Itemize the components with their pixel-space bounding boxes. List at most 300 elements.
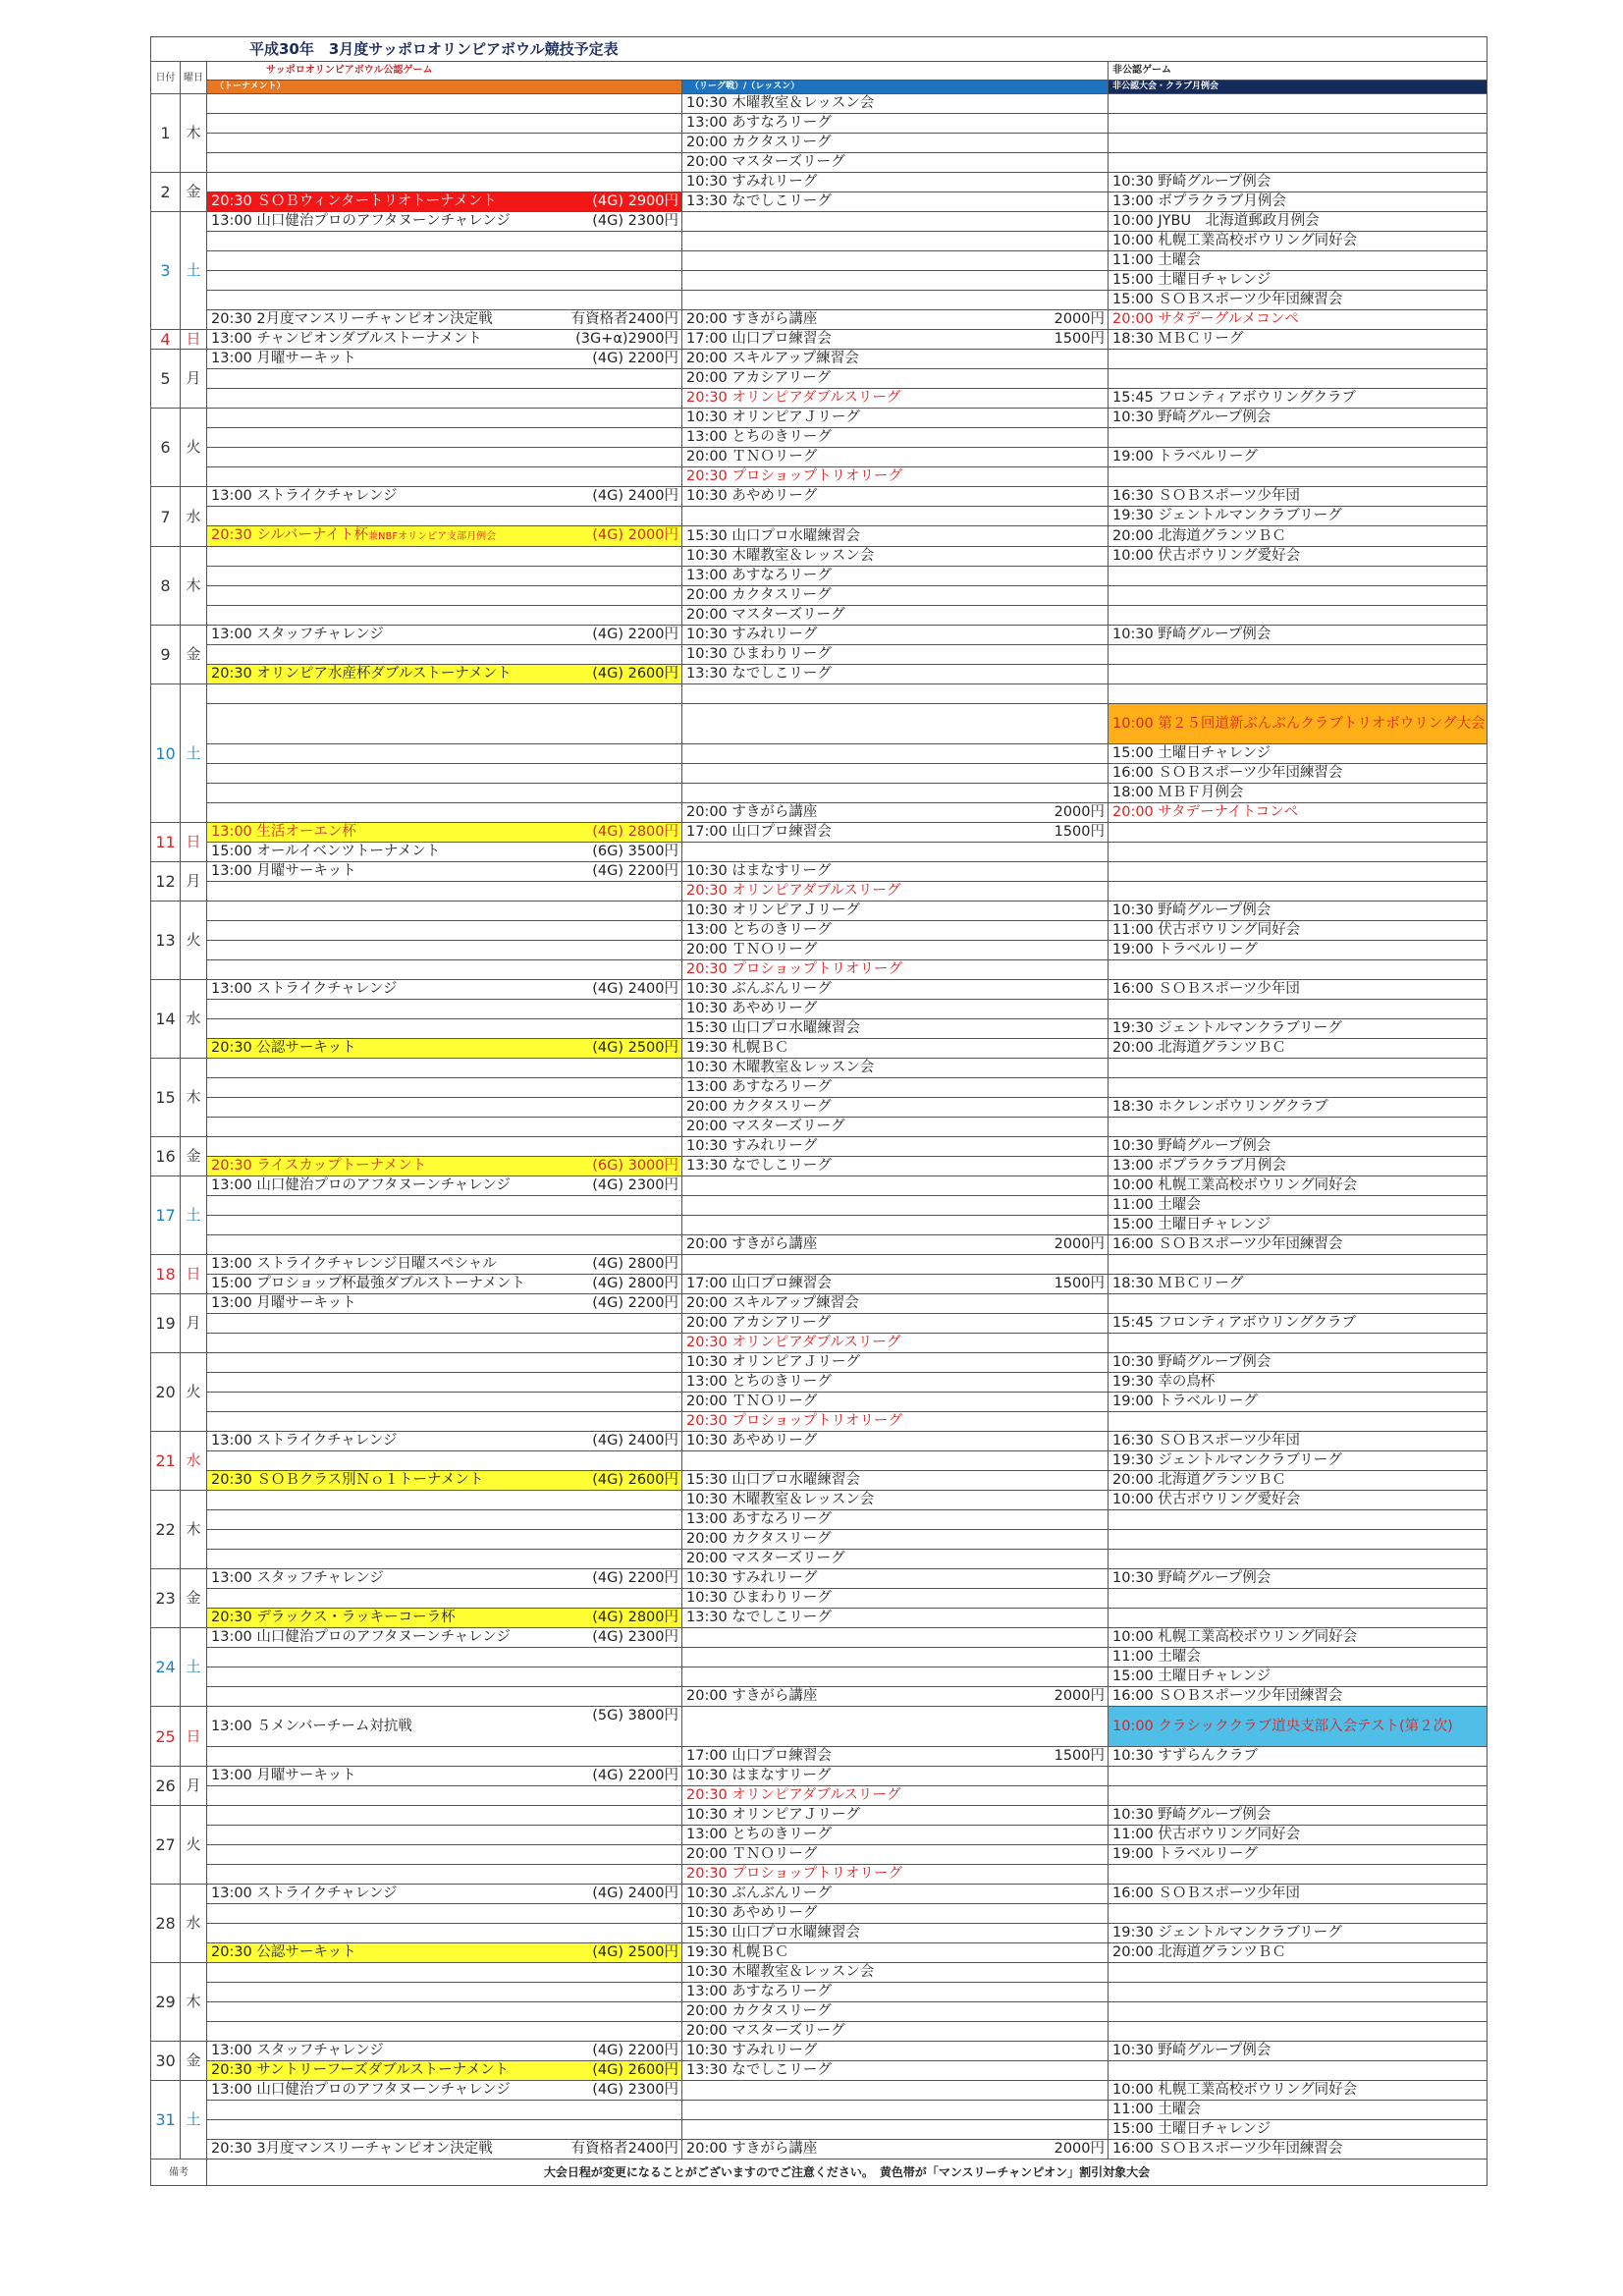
event-name: 19:30 ジェントルマンクラブリーグ bbox=[1112, 508, 1342, 523]
schedule-row bbox=[151, 2120, 1488, 2140]
league-cell bbox=[682, 1098, 1109, 1118]
schedule-row bbox=[151, 1510, 1488, 1530]
schedule-row bbox=[151, 784, 1488, 803]
schedule-row bbox=[151, 1865, 1488, 1885]
tournament-cell bbox=[207, 843, 682, 862]
event-name: 20:00 北海道グランツＢＣ bbox=[1112, 527, 1286, 544]
tournament-cell bbox=[207, 1353, 682, 1373]
event-fee: (4G) 2000円 bbox=[592, 527, 678, 543]
schedule-row bbox=[151, 803, 1488, 823]
club-cell bbox=[1109, 1294, 1488, 1314]
date-cell: 3 bbox=[151, 212, 181, 330]
league-cell bbox=[682, 1904, 1109, 1924]
schedule-row bbox=[151, 1275, 1488, 1294]
event-name: 20:00 カクタスリーグ bbox=[686, 587, 832, 603]
league-cell bbox=[682, 212, 1109, 232]
schedule-row bbox=[151, 212, 1488, 232]
event-name: 20:00 ＴＮＯリーグ bbox=[686, 1394, 818, 1409]
event-name: 10:00 伏古ボウリング愛好会 bbox=[1112, 548, 1301, 564]
event-fee: (4G) 2500円 bbox=[592, 1944, 678, 1960]
weekday-cell: 月 bbox=[181, 1294, 207, 1353]
event-name: 13:00 ストライクチャレンジ bbox=[211, 981, 398, 997]
weekday-cell: 月 bbox=[181, 862, 207, 902]
date-cell: 21 bbox=[151, 1432, 181, 1491]
date-cell: 31 bbox=[151, 2081, 181, 2159]
tournament-cell bbox=[207, 1806, 682, 1826]
event-name: 16:00 ＳＯＢスポーツ少年団練習会 bbox=[1112, 2141, 1343, 2157]
league-cell bbox=[682, 1589, 1109, 1609]
event-name: 20:30 プロショップトリオリーグ bbox=[686, 1413, 902, 1429]
event-name: 10:00 クラシッククラブ道央支部入会テスト(第２次) bbox=[1112, 1719, 1453, 1734]
schedule-row bbox=[151, 665, 1488, 684]
weekday-cell: 木 bbox=[181, 1963, 207, 2042]
weekday-cell: 木 bbox=[181, 1059, 207, 1137]
tournament-cell bbox=[207, 2081, 682, 2101]
date-cell: 27 bbox=[151, 1806, 181, 1885]
tournament-cell bbox=[207, 1235, 682, 1255]
league-cell bbox=[682, 902, 1109, 921]
league-cell bbox=[682, 921, 1109, 941]
league-cell bbox=[682, 448, 1109, 467]
club-cell bbox=[1109, 448, 1488, 467]
tournament-cell bbox=[207, 251, 682, 271]
schedule-row bbox=[151, 1255, 1488, 1275]
tournament-cell bbox=[207, 1943, 682, 1963]
league-cell bbox=[682, 1569, 1109, 1589]
schedule-row bbox=[151, 271, 1488, 291]
date-cell: 10 bbox=[151, 684, 181, 823]
event-name: 10:00 札幌工業高校ボウリング同好会 bbox=[1112, 1177, 1358, 1193]
club-cell bbox=[1109, 704, 1488, 744]
date-cell: 15 bbox=[151, 1059, 181, 1137]
tournament-cell bbox=[207, 1451, 682, 1471]
event-name: 20:00 カクタスリーグ bbox=[686, 1531, 832, 1547]
club-cell bbox=[1109, 1628, 1488, 1648]
schedule-row bbox=[151, 94, 1488, 114]
event-name: 10:30 あやめリーグ bbox=[686, 488, 818, 504]
event-name: 20:00 アカシアリーグ bbox=[686, 1315, 832, 1331]
schedule-row bbox=[151, 409, 1488, 428]
club-cell bbox=[1109, 1648, 1488, 1667]
event-name: 13:00 あすなろリーグ bbox=[686, 1511, 832, 1527]
league-cell bbox=[682, 843, 1109, 862]
tournament-cell bbox=[207, 1039, 682, 1059]
schedule-row bbox=[151, 1451, 1488, 1471]
league-cell bbox=[682, 1530, 1109, 1550]
event-name: 10:30 木曜教室＆レッスン会 bbox=[686, 548, 875, 564]
schedule-row bbox=[151, 704, 1488, 744]
event-name: 20:00 北海道グランツＢＣ bbox=[1112, 1472, 1286, 1488]
club-cell bbox=[1109, 941, 1488, 960]
schedule-row bbox=[151, 606, 1488, 626]
league-cell bbox=[682, 567, 1109, 586]
league-cell bbox=[682, 487, 1109, 507]
event-name: 13:00 山口健治プロのアフタヌーンチャレンジ bbox=[211, 1629, 511, 1645]
schedule-row bbox=[151, 862, 1488, 882]
schedule-row bbox=[151, 1432, 1488, 1451]
event-name: 20:00 ＴＮＯリーグ bbox=[686, 449, 818, 465]
schedule-row bbox=[151, 1157, 1488, 1176]
event-name: 19:00 トラベルリーグ bbox=[1112, 449, 1258, 465]
schedule-row bbox=[151, 1885, 1488, 1904]
club-cell bbox=[1109, 1826, 1488, 1845]
event-name: 15:00 ＳＯＢスポーツ少年団練習会 bbox=[1112, 292, 1343, 307]
league-cell bbox=[682, 428, 1109, 448]
schedule-row bbox=[151, 1176, 1488, 1196]
league-cell bbox=[682, 350, 1109, 369]
tournament-cell bbox=[207, 487, 682, 507]
schedule-row bbox=[151, 467, 1488, 487]
schedule-row bbox=[151, 1019, 1488, 1039]
tournament-cell bbox=[207, 192, 682, 212]
tournament-cell bbox=[207, 2101, 682, 2120]
tournament-cell bbox=[207, 1275, 682, 1294]
schedule-row bbox=[151, 1767, 1488, 1786]
schedule-row bbox=[151, 134, 1488, 153]
weekday-cell: 火 bbox=[181, 902, 207, 980]
schedule-row bbox=[151, 153, 1488, 173]
event-name: 10:30 あやめリーグ bbox=[686, 1001, 818, 1016]
event-fee: (4G) 2800円 bbox=[592, 1256, 678, 1272]
league-cell bbox=[682, 882, 1109, 902]
event-name: 16:00 ＳＯＢスポーツ少年団 bbox=[1112, 1886, 1300, 1901]
tournament-cell bbox=[207, 1216, 682, 1235]
event-fee: (4G) 2800円 bbox=[592, 1610, 678, 1625]
event-name: 20:00 マスターズリーグ bbox=[686, 154, 845, 170]
tournament-cell bbox=[207, 1826, 682, 1845]
event-name: 13:00 月曜サーキット bbox=[211, 1295, 356, 1311]
event-name: 19:30 ジェントルマンクラブリーグ bbox=[1112, 1925, 1342, 1941]
event-fee: 2000円 bbox=[1054, 1688, 1105, 1704]
subheader-row bbox=[151, 81, 1488, 94]
club-cell bbox=[1109, 1373, 1488, 1393]
event-fee: (4G) 2300円 bbox=[592, 213, 678, 229]
tournament-cell bbox=[207, 2022, 682, 2042]
schedule-row bbox=[151, 1196, 1488, 1216]
league-cell bbox=[682, 941, 1109, 960]
event-fee: (4G) 2400円 bbox=[592, 1433, 678, 1449]
event-name: 10:30 野崎グループ例会 bbox=[1112, 1138, 1271, 1154]
schedule-row bbox=[151, 1786, 1488, 1806]
tournament-cell bbox=[207, 2120, 682, 2140]
remarks-note: 大会日程が変更になることがございますのでご注意ください。 黄色帯が「マンスリーチャンピオン」割引対象大会 bbox=[207, 2159, 1488, 2186]
league-cell bbox=[682, 1334, 1109, 1353]
schedule-row bbox=[151, 1098, 1488, 1118]
league-cell bbox=[682, 2140, 1109, 2159]
event-name: 10:30 木曜教室＆レッスン会 bbox=[686, 1964, 875, 1980]
club-cell bbox=[1109, 310, 1488, 330]
event-name: 13:00 スタッフチャレンジ bbox=[211, 2043, 384, 2058]
event-name: 20:00 カクタスリーグ bbox=[686, 1099, 832, 1115]
tournament-cell bbox=[207, 1609, 682, 1628]
tournament-cell bbox=[207, 1294, 682, 1314]
club-cell bbox=[1109, 2081, 1488, 2101]
tournament-cell bbox=[207, 1334, 682, 1353]
schedule-row bbox=[151, 1747, 1488, 1767]
weekday-cell: 金 bbox=[181, 173, 207, 212]
event-name: 15:00 土曜日チャレンジ bbox=[1112, 2121, 1271, 2137]
event-subtitle: 兼NBFオリンピア支部月例会 bbox=[368, 531, 497, 542]
schedule-row bbox=[151, 1118, 1488, 1137]
league-cell bbox=[682, 803, 1109, 823]
tournament-cell bbox=[207, 526, 682, 547]
tournament-cell bbox=[207, 567, 682, 586]
event-name: 10:00 札幌工業高校ボウリング同好会 bbox=[1112, 2082, 1358, 2098]
tournament-cell bbox=[207, 310, 682, 330]
club-cell bbox=[1109, 1491, 1488, 1510]
event-name: 20:30 サントリーフーズダブルストーナメント bbox=[211, 2062, 510, 2078]
tournament-cell bbox=[207, 1118, 682, 1137]
event-name: 10:30 はまなすリーグ bbox=[686, 1768, 832, 1783]
event-name: 10:30 オリンピアＪリーグ bbox=[686, 410, 860, 425]
club-cell bbox=[1109, 1924, 1488, 1943]
schedule-row bbox=[151, 291, 1488, 310]
schedule-row bbox=[151, 350, 1488, 369]
schedule-row bbox=[151, 1137, 1488, 1157]
schedule-row bbox=[151, 428, 1488, 448]
club-cell bbox=[1109, 1000, 1488, 1019]
event-fee: (4G) 2500円 bbox=[592, 1040, 678, 1056]
unofficial-games-header: 非公認ゲーム bbox=[1109, 62, 1488, 81]
tournament-cell bbox=[207, 1059, 682, 1078]
tournament-cell bbox=[207, 173, 682, 192]
event-name: 10:30 すみれリーグ bbox=[686, 627, 818, 642]
event-fee: (4G) 2900円 bbox=[592, 193, 678, 209]
event-name: 20:00 スキルアップ練習会 bbox=[686, 1295, 859, 1311]
club-cell bbox=[1109, 212, 1488, 232]
event-name: 10:30 ひまわりリーグ bbox=[686, 1590, 832, 1606]
league-cell bbox=[682, 2042, 1109, 2061]
weekday-cell: 土 bbox=[181, 2081, 207, 2159]
schedule-row bbox=[151, 980, 1488, 1000]
club-cell bbox=[1109, 1334, 1488, 1353]
schedule-row bbox=[151, 2042, 1488, 2061]
club-cell bbox=[1109, 428, 1488, 448]
tournament-cell bbox=[207, 902, 682, 921]
tournament-cell bbox=[207, 1137, 682, 1157]
event-name: 19:00 トラベルリーグ bbox=[1112, 1394, 1258, 1409]
club-cell bbox=[1109, 1393, 1488, 1412]
weekday-cell: 水 bbox=[181, 1885, 207, 1963]
event-fee: (4G) 2600円 bbox=[592, 2062, 678, 2078]
event-fee: 1500円 bbox=[1054, 1276, 1105, 1291]
league-cell bbox=[682, 173, 1109, 192]
event-name: 10:00 伏古ボウリング愛好会 bbox=[1112, 1492, 1301, 1507]
club-cell bbox=[1109, 1059, 1488, 1078]
event-name: 19:00 トラベルリーグ bbox=[1112, 1846, 1258, 1862]
league-cell bbox=[682, 2081, 1109, 2101]
league-cell bbox=[682, 980, 1109, 1000]
date-cell: 25 bbox=[151, 1707, 181, 1767]
schedule-row bbox=[151, 2081, 1488, 2101]
tournament-cell bbox=[207, 1000, 682, 1019]
club-cell bbox=[1109, 291, 1488, 310]
schedule-row bbox=[151, 526, 1488, 547]
event-name: 15:00 土曜日チャレンジ bbox=[1112, 1668, 1271, 1684]
event-fee: 1500円 bbox=[1054, 1748, 1105, 1764]
weekday-cell: 土 bbox=[181, 1628, 207, 1707]
event-name: 10:30 オリンピアＪリーグ bbox=[686, 1807, 860, 1823]
club-cell bbox=[1109, 173, 1488, 192]
event-name: 20:00 サタデーグルメコンペ bbox=[1112, 311, 1299, 327]
league-cell bbox=[682, 1943, 1109, 1963]
league-cell bbox=[682, 665, 1109, 684]
event-name: 13:00 ストライクチャレンジ bbox=[211, 488, 398, 504]
event-name: 15:00 オールイベンツトーナメント bbox=[211, 844, 441, 859]
league-cell bbox=[682, 862, 1109, 882]
league-cell bbox=[682, 1353, 1109, 1373]
schedule-row bbox=[151, 1550, 1488, 1569]
club-cell bbox=[1109, 862, 1488, 882]
event-fee: 2000円 bbox=[1054, 311, 1105, 327]
league-cell bbox=[682, 1451, 1109, 1471]
event-name: 15:00 土曜日チャレンジ bbox=[1112, 1217, 1271, 1232]
event-name: 10:30 ぶんぶんリーグ bbox=[686, 981, 832, 997]
league-cell bbox=[682, 291, 1109, 310]
weekday-cell: 火 bbox=[181, 1353, 207, 1432]
weekday-cell: 月 bbox=[181, 1767, 207, 1806]
date-cell: 9 bbox=[151, 626, 181, 684]
league-cell bbox=[682, 1235, 1109, 1255]
event-fee: (4G) 2300円 bbox=[592, 1177, 678, 1193]
schedule-row bbox=[151, 764, 1488, 784]
tournament-cell bbox=[207, 1176, 682, 1196]
schedule-row bbox=[151, 1569, 1488, 1589]
tournament-cell bbox=[207, 1019, 682, 1039]
tournament-cell bbox=[207, 645, 682, 665]
event-name: 20:30 ＳＯＢクラス別Ｎｏ１トーナメント bbox=[211, 1472, 484, 1488]
weekday-cell: 水 bbox=[181, 487, 207, 547]
event-name: 11:00 伏古ボウリング同好会 bbox=[1112, 922, 1301, 938]
event-name: 13:00 とちのきリーグ bbox=[686, 1827, 832, 1842]
event-name: 10:00 JYBU 北海道郵政月例会 bbox=[1112, 213, 1320, 229]
tournament-cell bbox=[207, 389, 682, 409]
schedule-row bbox=[151, 192, 1488, 212]
schedule-row bbox=[151, 1707, 1488, 1747]
club-cell bbox=[1109, 645, 1488, 665]
weekday-column-header: 曜日 bbox=[181, 62, 207, 94]
tournament-cell bbox=[207, 507, 682, 526]
schedule-row bbox=[151, 251, 1488, 271]
event-name: 11:00 土曜会 bbox=[1112, 2102, 1201, 2117]
date-cell: 18 bbox=[151, 1255, 181, 1294]
club-cell bbox=[1109, 232, 1488, 251]
event-name: 13:00 月曜サーキット bbox=[211, 351, 356, 366]
tournament-cell bbox=[207, 882, 682, 902]
club-cell bbox=[1109, 1845, 1488, 1865]
schedule-row bbox=[151, 1353, 1488, 1373]
event-name: 16:30 ＳＯＢスポーツ少年団 bbox=[1112, 488, 1300, 504]
schedule-row bbox=[151, 1687, 1488, 1707]
schedule-row bbox=[151, 330, 1488, 350]
league-cell bbox=[682, 251, 1109, 271]
tournament-cell bbox=[207, 547, 682, 567]
event-fee: (4G) 2400円 bbox=[592, 488, 678, 504]
event-fee: (4G) 2400円 bbox=[592, 1886, 678, 1901]
league-cell bbox=[682, 1491, 1109, 1510]
schedule-row bbox=[151, 1904, 1488, 1924]
club-cell bbox=[1109, 902, 1488, 921]
club-cell bbox=[1109, 409, 1488, 428]
schedule-row bbox=[151, 1983, 1488, 2002]
schedule-row bbox=[151, 2101, 1488, 2120]
event-name: 20:30 シルバーナイト杯 bbox=[211, 527, 369, 543]
event-name: 13:00 月曜サーキット bbox=[211, 863, 356, 879]
event-name: 10:00 札幌工業高校ボウリング同好会 bbox=[1112, 233, 1358, 248]
date-cell: 2 bbox=[151, 173, 181, 212]
event-name: 20:00 すきがら講座 bbox=[686, 311, 818, 327]
tournament-cell bbox=[207, 1648, 682, 1667]
event-name: 13:00 ボプラクラブ月例会 bbox=[1112, 193, 1286, 209]
club-cell bbox=[1109, 665, 1488, 684]
tournament-cell bbox=[207, 1550, 682, 1569]
tournament-cell bbox=[207, 626, 682, 645]
tournament-cell bbox=[207, 291, 682, 310]
club-cell bbox=[1109, 2002, 1488, 2022]
tournament-cell bbox=[207, 921, 682, 941]
tournament-cell bbox=[207, 409, 682, 428]
event-name: 13:00 ボプラクラブ月例会 bbox=[1112, 1158, 1286, 1174]
league-cell bbox=[682, 2002, 1109, 2022]
event-name: 20:00 北海道グランツＢＣ bbox=[1112, 1040, 1286, 1056]
club-cell bbox=[1109, 1943, 1488, 1963]
league-cell bbox=[682, 526, 1109, 547]
club-cell bbox=[1109, 1707, 1488, 1747]
event-name: 20:00 アカシアリーグ bbox=[686, 370, 832, 386]
event-name: 16:00 ＳＯＢスポーツ少年団練習会 bbox=[1112, 1236, 1343, 1252]
tournament-cell bbox=[207, 1196, 682, 1216]
event-name: 20:00 ＴＮＯリーグ bbox=[686, 942, 818, 957]
event-fee: 1500円 bbox=[1054, 331, 1105, 347]
club-cell bbox=[1109, 2022, 1488, 2042]
weekday-cell: 金 bbox=[181, 626, 207, 684]
tournament-cell bbox=[207, 1078, 682, 1098]
event-name: 20:30 オリンピアダブルスリーグ bbox=[686, 1787, 901, 1803]
league-cell bbox=[682, 1707, 1109, 1747]
league-cell bbox=[682, 704, 1109, 744]
league-cell bbox=[682, 586, 1109, 606]
event-name: 11:00 土曜会 bbox=[1112, 1197, 1201, 1213]
date-cell: 11 bbox=[151, 823, 181, 862]
event-name: 13:00 山口健治プロのアフタヌーンチャレンジ bbox=[211, 213, 511, 229]
league-cell bbox=[682, 1432, 1109, 1451]
tournament-cell bbox=[207, 350, 682, 369]
tournament-cell bbox=[207, 1865, 682, 1885]
weekday-cell: 火 bbox=[181, 1806, 207, 1885]
remarks-label: 備考 bbox=[151, 2159, 207, 2186]
event-name: 19:30 ジェントルマンクラブリーグ bbox=[1112, 1020, 1342, 1036]
event-fee: (4G) 2600円 bbox=[592, 1472, 678, 1488]
league-cell bbox=[682, 1059, 1109, 1078]
club-cell bbox=[1109, 803, 1488, 823]
event-fee: (4G) 2200円 bbox=[592, 351, 678, 366]
club-cell bbox=[1109, 1687, 1488, 1707]
club-cell bbox=[1109, 684, 1488, 704]
league-cell bbox=[682, 1118, 1109, 1137]
schedule-row bbox=[151, 1806, 1488, 1826]
date-cell: 20 bbox=[151, 1353, 181, 1432]
event-fee: (4G) 2200円 bbox=[592, 2043, 678, 2058]
event-name: 10:30 野崎グループ例会 bbox=[1112, 902, 1271, 918]
league-cell bbox=[682, 1924, 1109, 1943]
schedule-row bbox=[151, 645, 1488, 665]
league-cell bbox=[682, 1294, 1109, 1314]
weekday-cell: 木 bbox=[181, 1491, 207, 1569]
tournament-cell bbox=[207, 1432, 682, 1451]
event-name: 19:30 ジェントルマンクラブリーグ bbox=[1112, 1452, 1342, 1468]
event-fee: (4G) 2300円 bbox=[592, 2082, 678, 2098]
tournament-cell bbox=[207, 448, 682, 467]
